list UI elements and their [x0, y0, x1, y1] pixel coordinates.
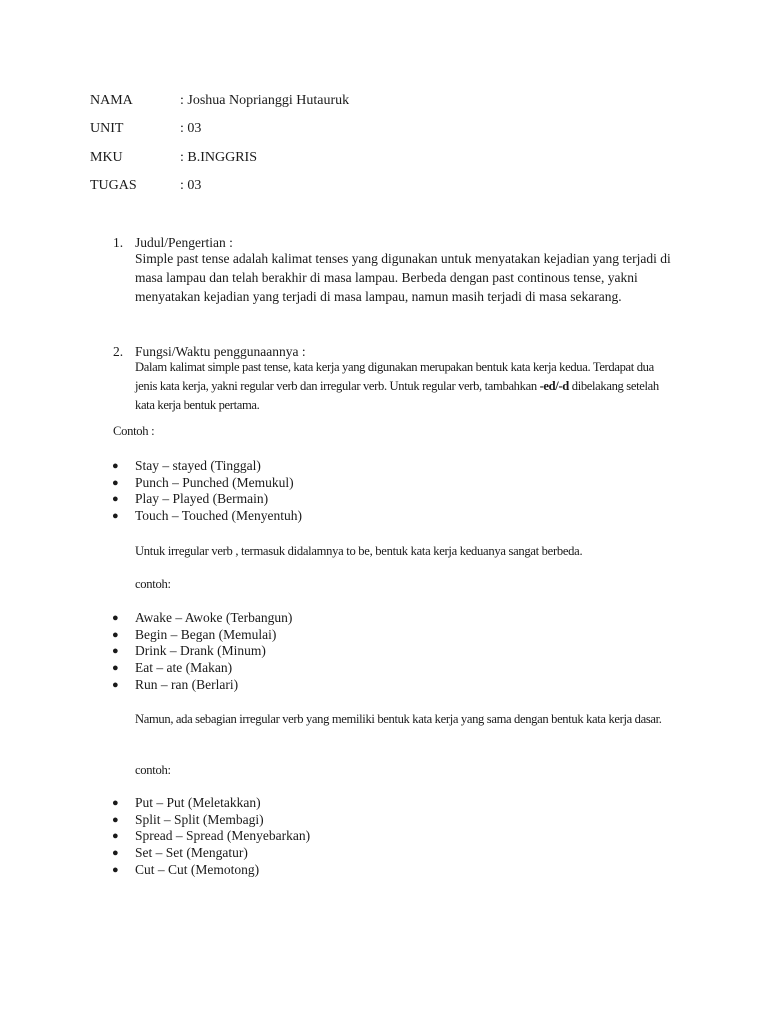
list-item-text: Put – Put (Meletakkan) [135, 795, 261, 810]
same-form-verb-list [0, 795, 310, 879]
list-item-text: Spread – Spread (Menyebarkan) [135, 828, 311, 844]
regular-verb-list [0, 458, 302, 525]
body-text: Dalam kalimat simple past tense, kata kerja yang digunakan merupakan bentuk kata kerja kedua. Terdapat dua jenis kata kerja, yakni regular verb dan irregular verb. Untuk regular verb, tambahkan [135, 360, 654, 393]
info-label: UNIT [90, 121, 124, 136]
bullet-icon: ● [112, 830, 119, 843]
contoh-label: contoh: [135, 577, 171, 591]
bullet-icon: ● [112, 813, 119, 826]
list-item-text: Punch – Punched (Memukul) [135, 474, 294, 490]
body-text: dibelakang setelah kata kerja bentuk pertama. [135, 379, 659, 412]
list-item [0, 845, 310, 862]
list-item [0, 660, 292, 677]
info-value: : 03 [180, 178, 202, 193]
info-value: : Joshua Noprianggi Hutauruk [180, 93, 350, 108]
bullet-icon: ● [112, 863, 119, 876]
info-row-mku [90, 149, 257, 167]
list-item-text: Cut – Cut (Memotong) [135, 861, 260, 877]
list-item [0, 508, 302, 525]
bullet-icon: ● [112, 678, 119, 691]
info-value: : 03 [180, 121, 202, 136]
bullet-icon: ● [112, 847, 119, 860]
info-label: NAMA [90, 93, 133, 108]
list-item [0, 828, 310, 845]
section-1-body: Simple past tense adalah kalimat tenses yang digunakan untuk menyatakan kejadian yang terjadi di masa lampau dan telah berakhir di masa lampau. Berbeda dengan past continous tense, yakni menyatakan kejadian yang terjadi di masa lampau, namun masih terjadi di masa sekarang. [135, 251, 671, 304]
list-item [0, 610, 292, 627]
list-item [0, 812, 310, 829]
same-form-intro: Namun, ada sebagian irregular verb yang memiliki bentuk kata kerja yang sama dengan bentuk kata kerja dasar. [135, 712, 662, 726]
section-2-body [135, 358, 675, 415]
list-item [0, 677, 292, 694]
section-number: 1. [113, 235, 124, 250]
suffix-bold-text: -ed/-d [539, 379, 569, 393]
bullet-icon: ● [112, 493, 119, 506]
list-item-text: Stay – stayed (Tinggal) [135, 458, 261, 473]
info-row-nama [90, 92, 349, 110]
list-item [0, 475, 302, 492]
list-item-text: Run – ran (Berlari) [135, 676, 239, 692]
list-item-text: Awake – Awoke (Terbangun) [135, 610, 293, 625]
list-item [0, 862, 310, 879]
list-item [0, 795, 310, 812]
list-item [0, 458, 302, 475]
bullet-icon: ● [112, 797, 119, 809]
list-item [0, 643, 292, 660]
irregular-verb-intro: Untuk irregular verb , termasuk didalamnya to be, bentuk kata kerja keduanya sangat berbeda. [135, 544, 583, 558]
list-item-text: Drink – Drank (Minum) [135, 643, 266, 659]
bullet-icon: ● [112, 645, 119, 658]
section-number: 2. [113, 344, 124, 359]
list-item-text: Eat – ate (Makan) [135, 660, 233, 676]
info-label: TUGAS [90, 178, 137, 193]
contoh-label: Contoh : [113, 424, 155, 438]
list-item-text: Begin – Began (Memulai) [135, 626, 277, 642]
list-item [0, 491, 302, 508]
irregular-verb-list [0, 610, 292, 694]
bullet-icon: ● [112, 628, 119, 641]
list-item-text: Play – Played (Bermain) [135, 491, 269, 507]
bullet-icon: ● [112, 476, 119, 489]
list-item-text: Set – Set (Mengatur) [135, 845, 248, 861]
list-item [0, 627, 292, 644]
bullet-icon: ● [112, 460, 119, 472]
bullet-icon: ● [112, 510, 119, 523]
bullet-icon: ● [112, 662, 119, 675]
info-value: : B.INGGRIS [180, 150, 258, 165]
info-row-tugas [90, 177, 201, 195]
bullet-icon: ● [112, 612, 119, 624]
info-row-unit [90, 120, 201, 138]
section-title: Fungsi/Waktu penggunaannya : [135, 344, 306, 359]
section-title: Judul/Pengertian : [135, 235, 233, 250]
list-item-text: Touch – Touched (Menyentuh) [135, 508, 302, 524]
contoh-label: contoh: [135, 763, 171, 777]
info-label: MKU [90, 150, 123, 165]
list-item-text: Split – Split (Membagi) [135, 811, 264, 827]
